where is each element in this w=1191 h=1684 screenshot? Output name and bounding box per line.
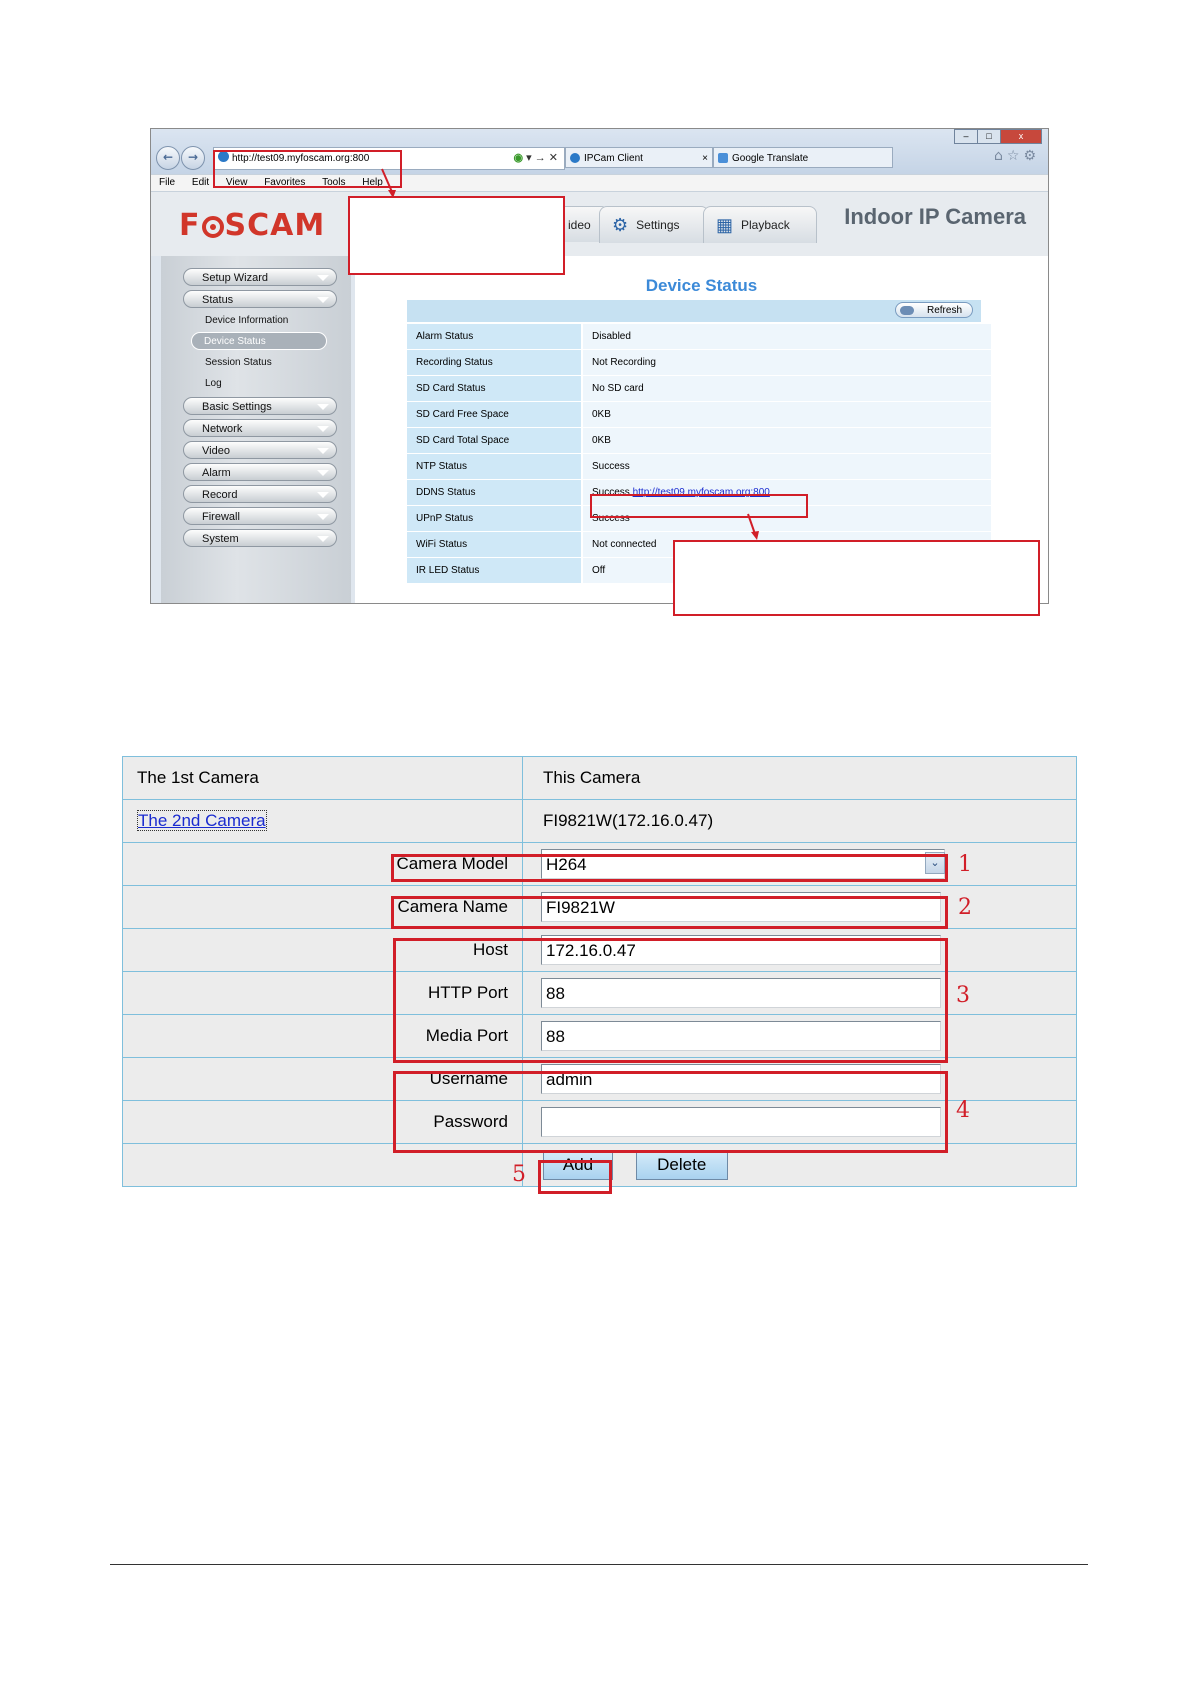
header-left: The 1st Camera — [123, 757, 523, 800]
sidebar-item-video[interactable]: Video — [183, 441, 337, 459]
add-button[interactable]: Add — [543, 1150, 613, 1180]
status-value: Off — [582, 558, 991, 584]
status-key: SD Card Total Space — [407, 428, 582, 454]
chevron-down-icon[interactable]: ⌄ — [925, 852, 945, 874]
camera-name-field[interactable]: FI9821W — [541, 892, 941, 922]
http-port-label: HTTP Port — [123, 972, 523, 1015]
username-label: Username — [123, 1058, 523, 1101]
camera-model-value: H264 — [541, 849, 945, 879]
http-port-field[interactable]: 88 — [541, 978, 941, 1008]
sidebar-item-record[interactable]: Record — [183, 485, 337, 503]
marker-2: 2 — [958, 895, 972, 920]
status-key: Recording Status — [407, 350, 582, 376]
media-port-label: Media Port — [123, 1015, 523, 1058]
status-value: No SD card — [582, 376, 991, 402]
calendar-icon: ▦ — [716, 215, 734, 235]
star-icon[interactable]: ☆ — [1006, 148, 1024, 164]
compat-icon[interactable]: ◉ — [513, 152, 524, 164]
status-value: 0KB — [582, 402, 991, 428]
sidebar-item-log[interactable]: Log — [205, 378, 222, 389]
username-field[interactable]: admin — [541, 1064, 941, 1094]
marker-4: 4 — [956, 1098, 970, 1123]
forward-icon[interactable]: → — [181, 146, 205, 170]
close-icon[interactable]: x — [1000, 129, 1042, 144]
host-label: Host — [123, 929, 523, 972]
sidebar-item-alarm[interactable]: Alarm — [183, 463, 337, 481]
address-text: http://test09.myfoscam.org:800 — [232, 153, 370, 164]
menu-tools[interactable]: Tools — [322, 177, 346, 188]
menu-favorites[interactable]: Favorites — [264, 177, 306, 188]
home-icon[interactable]: ⌂ — [993, 148, 1007, 164]
close-tab-icon[interactable]: × — [702, 153, 708, 164]
camera-name-highlight — [391, 896, 948, 929]
menu-view[interactable]: View — [225, 177, 248, 188]
tab-playback-label: Playback — [741, 218, 790, 232]
tab-video[interactable]: ideo — [549, 206, 609, 242]
table-row — [123, 757, 1077, 800]
status-key: Alarm Status — [407, 324, 582, 350]
sidebar-item-status[interactable]: Status — [183, 290, 337, 308]
ddns-status-text: Success — [592, 487, 630, 498]
sidebar-item-network[interactable]: Network — [183, 419, 337, 437]
second-camera-value: FI9821W(172.16.0.47) — [523, 800, 1077, 843]
camera-model-highlight — [391, 854, 948, 882]
status-value: Not Recording — [582, 350, 991, 376]
status-key: WiFi Status — [407, 532, 582, 558]
foscam-logo: F SCAM — [179, 208, 326, 243]
footer-divider — [110, 1564, 1088, 1565]
status-key: SD Card Free Space — [407, 402, 582, 428]
table-row — [123, 800, 1077, 843]
status-key: UPnP Status — [407, 506, 582, 532]
sidebar-item-device-status[interactable]: Device Status — [191, 332, 327, 350]
arrow-head — [388, 190, 396, 198]
marker-3: 3 — [956, 983, 970, 1008]
menu-file[interactable]: File — [159, 177, 176, 188]
second-camera-link[interactable]: The 2nd Camera — [138, 811, 266, 830]
menu-help[interactable]: Help — [362, 177, 383, 188]
delete-button[interactable]: Delete — [636, 1150, 728, 1180]
status-value: 0KB — [582, 428, 991, 454]
address-controls[interactable]: ◉ ▾ → ✕ — [513, 152, 558, 164]
credentials-highlight — [393, 1071, 948, 1153]
page-title: Device Status — [645, 276, 758, 295]
status-key: SD Card Status — [407, 376, 582, 402]
sidebar-item-device-information[interactable]: Device Information — [205, 315, 289, 326]
status-key: DDNS Status — [407, 480, 582, 506]
status-value: Success — [582, 506, 991, 532]
back-icon[interactable]: ← — [156, 146, 180, 170]
ddns-link[interactable]: http://test09.myfoscam.org:800 — [632, 487, 770, 498]
sidebar-item-firewall[interactable]: Firewall — [183, 507, 337, 525]
media-port-field[interactable]: 88 — [541, 1021, 941, 1051]
status-key: IR LED Status — [407, 558, 582, 584]
arrow-line — [382, 169, 392, 192]
ddns-highlight-box — [590, 494, 808, 518]
status-key: NTP Status — [407, 454, 582, 480]
menu-edit[interactable]: Edit — [191, 177, 210, 188]
minimize-icon[interactable]: – — [954, 129, 978, 144]
status-value: Disabled — [582, 324, 991, 350]
ddns-callout-box — [673, 540, 1040, 616]
add-button-highlight — [538, 1160, 612, 1194]
host-field[interactable]: 172.16.0.47 — [541, 935, 941, 965]
host-ports-highlight — [393, 938, 948, 1063]
status-value: Success — [582, 454, 991, 480]
product-title: Indoor IP Camera — [844, 204, 1026, 229]
sidebar-item-system[interactable]: System — [183, 529, 337, 547]
status-value: Not connected — [582, 532, 991, 558]
marker-1: 1 — [958, 852, 972, 877]
second-camera-cell — [123, 800, 523, 843]
tab-settings-label: Settings — [636, 218, 680, 232]
refresh-label: Refresh — [926, 305, 962, 316]
sidebar-item-setup-wizard[interactable]: Setup Wizard — [183, 268, 337, 286]
camera-model-label: Camera Model — [123, 843, 523, 886]
header-right: This Camera — [523, 757, 1077, 800]
marker-5: 5 — [512, 1162, 526, 1187]
sidebar-item-session-status[interactable]: Session Status — [205, 357, 272, 368]
password-label: Password — [123, 1101, 523, 1144]
camera-name-label: Camera Name — [123, 886, 523, 929]
tab-label: IPCam Client — [584, 153, 643, 164]
sidebar-item-basic-settings[interactable]: Basic Settings — [183, 397, 337, 415]
gear-icon: ⚙ — [612, 215, 629, 235]
gear-icon[interactable]: ⚙ — [1023, 148, 1040, 164]
tab-label: Google Translate — [732, 153, 809, 164]
arrow-head — [751, 531, 759, 540]
maximize-icon[interactable]: □ — [977, 129, 1001, 144]
